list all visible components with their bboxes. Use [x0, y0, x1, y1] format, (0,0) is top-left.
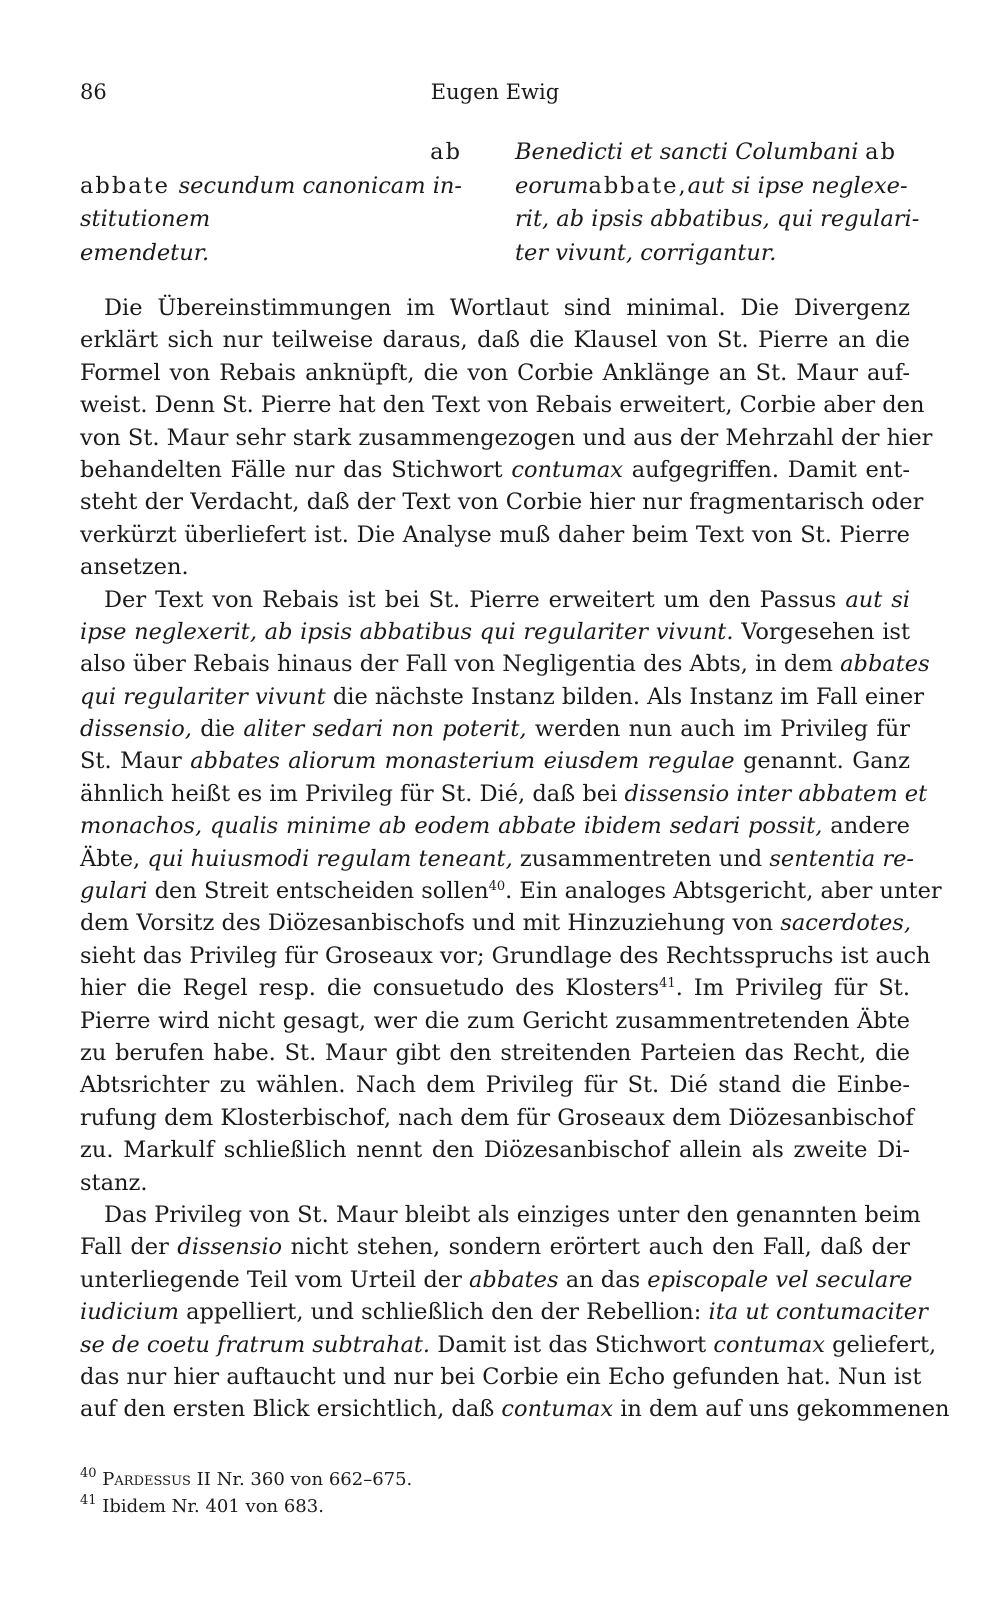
footnote-ref: 40: [488, 879, 506, 895]
text-line: dissensio, die aliter sedari non poterit, werden nun auch im Privileg für: [80, 716, 910, 743]
page-number: 86: [80, 80, 107, 104]
text-line: auf den ersten Blick ersichtlich, daß contumax in dem auf uns gekommenen: [80, 1396, 950, 1423]
footnote-ref: 41: [659, 976, 676, 992]
text-line: verkürzt überliefert ist. Die Analyse muß daher beim Text von St. Pierre: [80, 521, 910, 548]
text-line: Pierre wird nicht gesagt, wer die zum Gericht zusammentretenden Äbte: [80, 1007, 910, 1034]
text-line: rufung dem Klosterbischof, nach dem für Groseaux dem Diözesanbischof: [80, 1104, 914, 1131]
text-line: se de coetu fratrum subtrahat. Damit ist das Stichwort contumax geliefert,: [80, 1331, 937, 1358]
left-column-line: stitutionem: [80, 206, 211, 232]
footnote-text: Ibidem Nr. 401 von 683.: [102, 1496, 324, 1517]
footnote-text: II Nr. 360 von 662–675.: [196, 1469, 413, 1490]
text-line: ähnlich heißt es im Privileg für St. Dié, daß bei dissensio inter abbatem et: [80, 780, 928, 807]
right-column-line: Benedicti et sancti Columbani ab: [515, 139, 897, 165]
footnote-number: 40: [80, 1466, 97, 1481]
text-line: St. Maur abbates aliorum monasterium eiusdem regulae genannt. Ganz: [80, 748, 911, 775]
right-column: [515, 136, 920, 270]
text-line: Fall der dissensio nicht stehen, sondern erörtert auch den Fall, daß der: [80, 1234, 911, 1261]
text-line: Die Übereinstimmungen im Wortlaut sind minimal. Die Divergenz: [104, 295, 910, 321]
text-line: Abtsrichter zu wählen. Nach dem Privileg für St. Dié stand die Einbe-: [80, 1072, 910, 1099]
text-line: dem Vorsitz des Diözesanbischofs und mit Hinzuziehung von sacerdotes,: [80, 910, 911, 937]
footnote-author: Pardessus: [102, 1469, 191, 1490]
text-line: iudicium appelliert, und schließlich den der Rebellion: ita ut contumaciter: [80, 1299, 928, 1326]
text-line: das nur hier auftaucht und nur bei Corbie ein Echo gefunden hat. Nun ist: [80, 1363, 922, 1390]
text-line: sieht das Privileg für Groseaux vor; Grundlage des Rechtsspruchs ist auch: [80, 942, 931, 969]
body-text: [80, 292, 950, 1426]
footnotes: [80, 1466, 910, 1520]
text-line: erklärt sich nur teilweise daraus, daß die Klausel von St. Pierre an die: [80, 327, 910, 354]
left-column: [80, 136, 462, 270]
page-header: [80, 80, 910, 110]
footnote: [80, 1466, 910, 1493]
text-line: Äbte, qui huiusmodi regulam teneant, zusammentreten und sententia re-: [80, 845, 915, 872]
text-line: zu. Markulf schließlich nennt den Diözesanbischof allein als zweite Di-: [80, 1137, 910, 1164]
left-column-line: emendetur.: [80, 239, 210, 266]
right-column-line: eorum abbate, aut si ipse neglexe-: [515, 172, 908, 199]
text-line: Das Privileg von St. Maur bleibt als einziges unter den genannten beim: [104, 1201, 921, 1228]
text-line: gulari den Streit entscheiden sollen$^{40}$. Ein analoges Abtsgericht, aber unter: [80, 878, 942, 905]
text-line: hier die Regel resp. die consuetudo des Klosters$^{41}$. Im Privileg für St.: [80, 975, 910, 1002]
footnote: [80, 1493, 910, 1520]
text-line: ipse neglexerit, ab ipsis abbatibus qui regulariter vivunt. Vorgesehen ist: [80, 618, 910, 645]
footnote-number: 41: [80, 1493, 97, 1508]
right-column-line: ter vivunt, corrigantur.: [515, 239, 777, 266]
text-line: monachos, qualis minime ab eodem abbate ibidem sedari possit, andere: [80, 813, 910, 840]
left-column-line: ab: [430, 139, 462, 165]
right-column-line: rit, ab ipsis abbatibus, qui regulari-: [515, 206, 920, 232]
text-line: stanz.: [80, 1169, 148, 1196]
running-head: Eugen Ewig: [430, 80, 560, 104]
text-line: zu berufen habe. St. Maur gibt den streitenden Parteien das Recht, die: [80, 1039, 910, 1066]
text-line: also über Rebais hinaus der Fall von Negligentia des Abts, in dem abbates: [80, 651, 930, 678]
text-line: qui regulariter vivunt die nächste Instanz bilden. Als Instanz im Fall einer: [80, 683, 924, 710]
text-line: steht der Verdacht, daß der Text von Corbie hier nur fragmentarisch oder: [80, 489, 924, 516]
text-line: ansetzen.: [80, 554, 189, 581]
text-line: behandelten Fälle nur das Stichwort contumax aufgegriffen. Damit ent-: [80, 456, 910, 483]
text-line: weist. Denn St. Pierre hat den Text von Rebais erweitert, Corbie aber den: [80, 392, 925, 419]
text-line: Formel von Rebais anknüpft, die von Corbie Anklänge an St. Maur auf-: [80, 359, 910, 386]
text-line: von St. Maur sehr stark zusammengezogen und aus der Mehrzahl der hier: [80, 424, 933, 451]
text-line: unterliegende Teil vom Urteil der abbates an das episcopale vel seculare: [80, 1266, 913, 1293]
text-line: Der Text von Rebais ist bei St. Pierre erweitert um den Passus aut si: [104, 586, 911, 613]
left-column-line: abbate secundum canonicam in-: [80, 172, 462, 199]
